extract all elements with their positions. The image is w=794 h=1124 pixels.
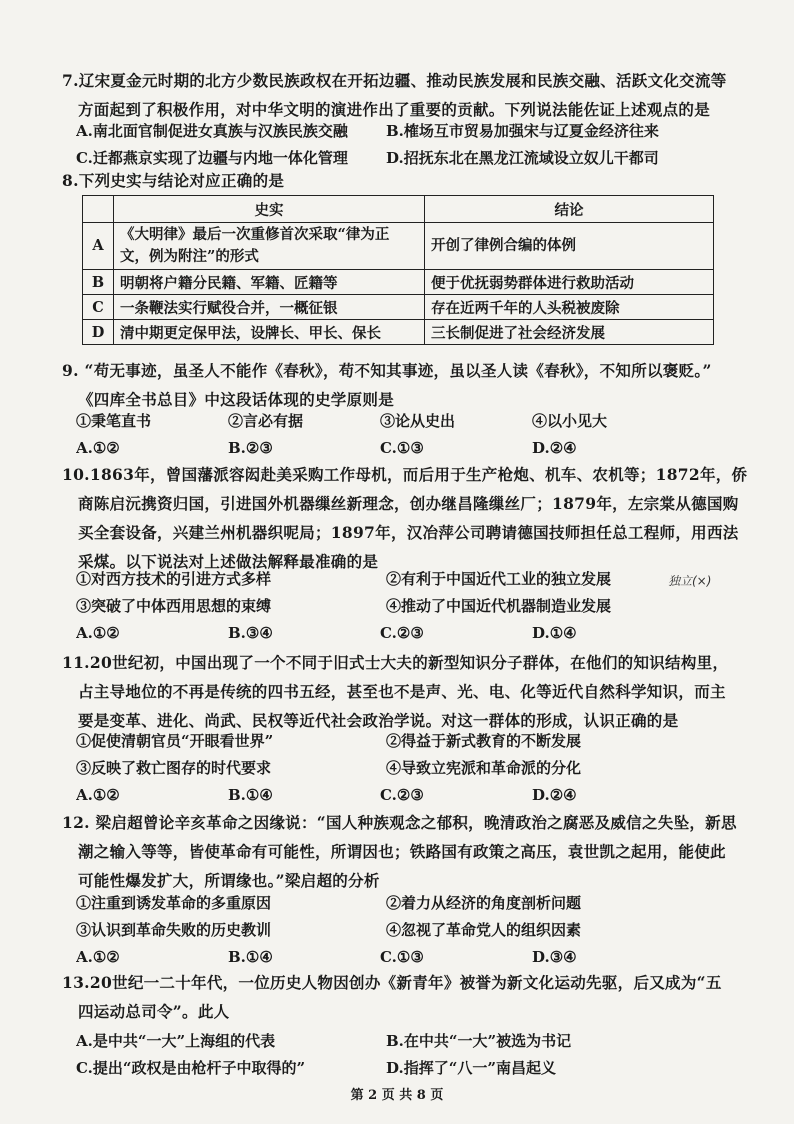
row-label: A	[83, 223, 114, 270]
q10-options	[76, 566, 766, 647]
question-9	[62, 356, 762, 414]
table-row[interactable]	[83, 223, 714, 270]
q10-item-1: ①对西方技术的引进方式多样	[76, 570, 272, 588]
q11-stem-line: 要是变革、进化、尚武、民权等近代社会政治学说。对这一群体的形成，认识正确的是	[78, 711, 679, 730]
page-number: 第 2 页 共 8 页	[350, 1088, 444, 1103]
q13-option-d[interactable]: D.指挥了“八一”南昌起义	[386, 1059, 556, 1077]
q10-stem-line: 商陈启沅携资归国，引进国外机器缫丝新理念，创办继昌隆缫丝厂；1879年，左宗棠从德国购	[78, 494, 739, 513]
table-header-cell: 结论	[425, 196, 714, 223]
q9-item-2: ②言必有据	[228, 412, 304, 430]
q12-stem-line: 可能性爆发扩大，所谓缘也。”梁启超的分析	[78, 871, 380, 890]
q11-stem-line: 11.20世纪初，中国出现了一个不同于旧式士大夫的新型知识分子群体，在他们的知识结构里，	[62, 653, 729, 672]
q11-option-b[interactable]: B.①④	[228, 786, 273, 804]
q9-option-d[interactable]: D.②④	[532, 439, 577, 457]
q10-stem-line: 采煤。以下说法对上述做法解释最准确的是	[78, 552, 379, 571]
q7-option-a[interactable]: A.南北面官制促进女真族与汉族民族交融	[76, 122, 348, 140]
q12-stem-line: 12. 梁启超曾论辛亥革命之因缘说：“国人种族观念之郁积，晚清政治之腐恶及威信之失坠，新思	[62, 813, 737, 832]
q13-stem-line: 13.20世纪一二十年代，一位历史人物因创办《新青年》被誉为新文化运动先驱，后又成为“五	[62, 973, 722, 992]
q13-option-b[interactable]: B.在中共“一大”被选为书记	[386, 1032, 572, 1050]
q10-option-b[interactable]: B.③④	[228, 624, 273, 642]
row-conclusion: 开创了律例合编的体例	[425, 223, 714, 270]
row-conclusion: 存在近两千年的人头税被废除	[425, 295, 714, 320]
row-fact: 清中期更定保甲法，设牌长、甲长、保长	[114, 320, 425, 345]
q10-option-c[interactable]: C.②③	[380, 624, 424, 642]
q11-item-3: ③反映了救亡图存的时代要求	[76, 759, 272, 777]
q12-option-c[interactable]: C.①③	[380, 948, 424, 966]
q10-item-4: ④推动了中国近代机器制造业发展	[386, 597, 612, 615]
q12-options	[76, 890, 766, 971]
table-row[interactable]	[83, 320, 714, 345]
question-7	[62, 66, 762, 124]
q12-item-4: ④忽视了革命党人的组织因素	[386, 921, 582, 939]
q11-option-a[interactable]: A.①②	[76, 786, 120, 804]
q10-item-3: ③突破了中体西用思想的束缚	[76, 597, 272, 615]
q10-stem-line: 10.1863年，曾国藩派容闳赴美采购工作母机，而后用于生产枪炮、机车、农机等；1872年，侨	[62, 465, 748, 484]
q7-stem-line: 7.辽宋夏金元时期的北方少数民族政权在开拓边疆、推动民族发展和民族交融、活跃文化交流等	[62, 71, 727, 90]
row-label: B	[83, 270, 114, 295]
q13-option-c[interactable]: C.提出“政权是由枪杆子中取得的”	[76, 1059, 306, 1077]
q8-stem: 8.下列史实与结论对应正确的是	[62, 171, 285, 190]
q13-option-a[interactable]: A.是中共“一大”上海组的代表	[76, 1032, 276, 1050]
q7-options	[76, 118, 766, 172]
question-11	[62, 648, 762, 735]
q10-item-2: ②有利于中国近代工业的独立发展	[386, 570, 612, 588]
q10-option-d[interactable]: D.①④	[532, 624, 577, 642]
row-fact: 明朝将户籍分民籍、军籍、匠籍等	[114, 270, 425, 295]
q12-option-d[interactable]: D.③④	[532, 948, 577, 966]
table-row[interactable]	[83, 270, 714, 295]
row-label: D	[83, 320, 114, 345]
q12-item-1: ①注重到诱发革命的多重原因	[76, 894, 272, 912]
row-fact: 一条鞭法实行赋役合并，一概征银	[114, 295, 425, 320]
table-row[interactable]	[83, 295, 714, 320]
row-label: C	[83, 295, 114, 320]
q9-item-3: ③论从史出	[380, 412, 456, 430]
q7-option-c[interactable]: C.迁都燕京实现了边疆与内地一体化管理	[76, 149, 348, 167]
q10-stem-line: 买全套设备，兴建兰州机器织呢局；1897年，汉冶萍公司聘请德国技师担任总工程师，用西法	[78, 523, 739, 542]
q11-item-4: ④导致立宪派和革命派的分化	[386, 759, 582, 777]
q7-option-b[interactable]: B.榷场互市贸易加强宋与辽夏金经济往来	[386, 122, 659, 140]
q12-item-3: ③认识到革命失败的历史教训	[76, 921, 272, 939]
q9-item-4: ④以小见大	[532, 412, 608, 430]
question-12	[62, 808, 762, 895]
q11-item-2: ②得益于新式教育的不断发展	[386, 732, 582, 750]
q9-stem-line: 9. “苟无事迹，虽圣人不能作《春秋》，苟不知其事迹，虽以圣人读《春秋》，不知所以褒贬。”	[62, 361, 712, 380]
q7-option-d[interactable]: D.招抚东北在黑龙江流域设立奴儿干都司	[386, 149, 659, 167]
q12-item-2: ②着力从经济的角度剖析问题	[386, 894, 582, 912]
q13-options	[76, 1028, 766, 1082]
q9-option-c[interactable]: C.①③	[380, 439, 424, 457]
question-8	[62, 166, 762, 195]
q8-table	[82, 195, 714, 345]
handwritten-note: 独立(×)	[668, 574, 712, 588]
q9-options	[76, 408, 766, 462]
q7-stem-line: 方面起到了积极作用，对中华文明的演进作出了重要的贡献。下列说法能佐证上述观点的是	[78, 100, 711, 119]
table-header-row	[83, 196, 714, 223]
table-header-cell	[83, 196, 114, 223]
q12-stem-line: 潮之输入等等，皆使革命有可能性，所谓因也；铁路国有政策之高压，袁世凯之起用，能使此	[78, 842, 726, 861]
q13-stem-line: 四运动总司令”。此人	[78, 1002, 230, 1021]
q12-option-a[interactable]: A.①②	[76, 948, 120, 966]
q9-item-1: ①秉笔直书	[76, 412, 152, 430]
row-conclusion: 便于优抚弱势群体进行救助活动	[425, 270, 714, 295]
q9-option-b[interactable]: B.②③	[228, 439, 273, 457]
question-13	[62, 968, 762, 1026]
q9-stem-line: 《四库全书总目》中这段话体现的史学原则是	[78, 390, 395, 409]
q11-item-1: ①促使清朝官员“开眼看世界”	[76, 732, 274, 750]
question-10	[62, 460, 762, 576]
q10-option-a[interactable]: A.①②	[76, 624, 120, 642]
q11-options	[76, 728, 766, 809]
table-header-cell: 史实	[114, 196, 425, 223]
q12-option-b[interactable]: B.①④	[228, 948, 273, 966]
q11-option-c[interactable]: C.②③	[380, 786, 424, 804]
q11-option-d[interactable]: D.②④	[532, 786, 577, 804]
row-fact: 《大明律》最后一次重修首次采取“律为正文，例为附注”的形式	[114, 223, 425, 270]
q9-option-a[interactable]: A.①②	[76, 439, 120, 457]
q11-stem-line: 占主导地位的不再是传统的四书五经，甚至也不是声、光、电、化等近代自然科学知识，而主	[78, 682, 726, 701]
row-conclusion: 三长制促进了社会经济发展	[425, 320, 714, 345]
